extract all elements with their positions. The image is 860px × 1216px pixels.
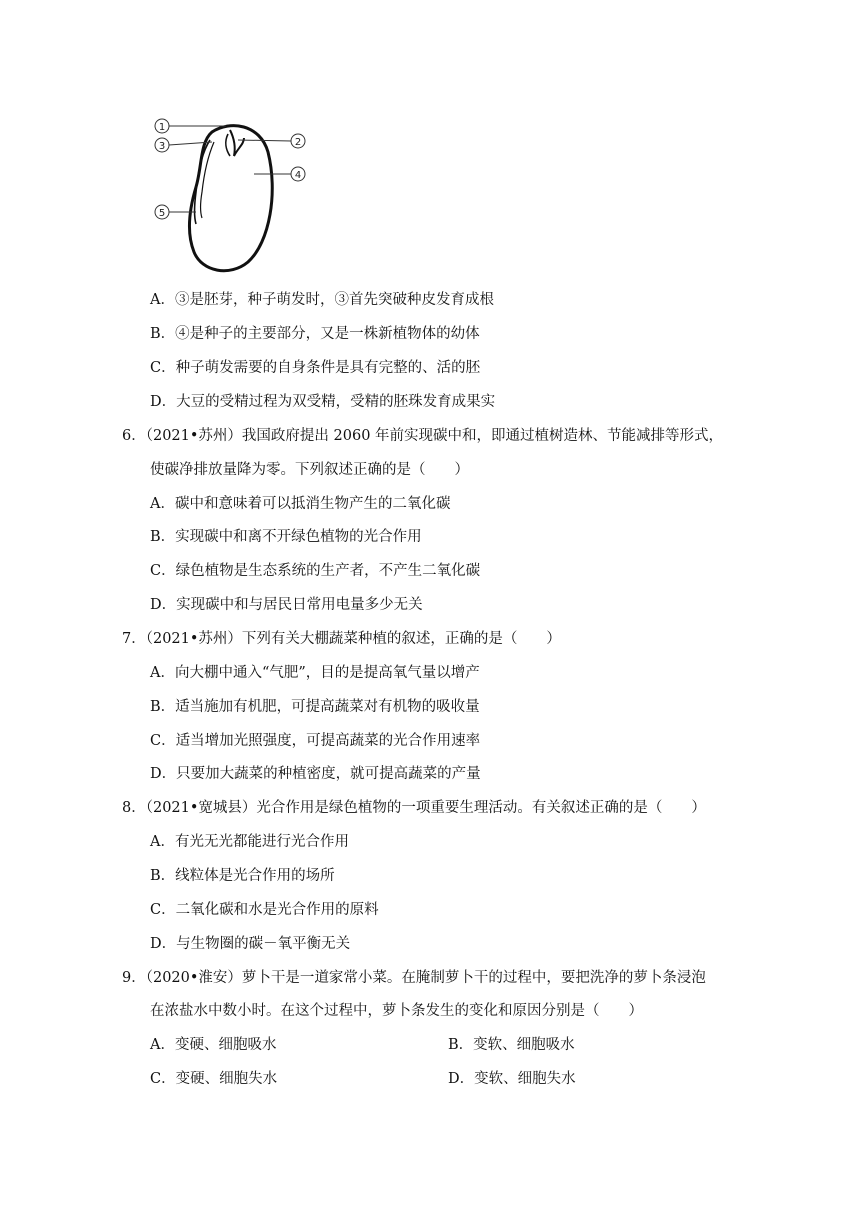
q8-option-d: D．与生物圈的碳－氧平衡无关 bbox=[150, 936, 351, 952]
bean-seed-diagram bbox=[150, 112, 320, 277]
q8-option-c: C．二氧化碳和水是光合作用的原料 bbox=[150, 902, 379, 918]
q9-stem-cont: 在浓盐水中数小时。在这个过程中，萝卜条发生的变化和原因分别是（ ） bbox=[150, 1003, 643, 1019]
q5-option-c: C．种子萌发需要的自身条件是具有完整的、活的胚 bbox=[150, 360, 481, 376]
q9-option-d: D．变软、细胞失水 bbox=[448, 1071, 576, 1087]
svg-text:2: 2 bbox=[294, 137, 302, 148]
q7-stem: 7．（2021•苏州）下列有关大棚蔬菜种植的叙述，正确的是（ ） bbox=[122, 631, 561, 647]
q6-option-b: B．实现碳中和离不开绿色植物的光合作用 bbox=[150, 529, 422, 545]
q8-stem: 8．（2021•宽城县）光合作用是绿色植物的一项重要生理活动。有关叙述正确的是（ ） bbox=[122, 800, 706, 816]
q5-option-b: B．④是种子的主要部分，又是一株新植物体的幼体 bbox=[150, 326, 480, 342]
svg-text:4: 4 bbox=[294, 170, 302, 181]
q7-option-c: C．适当增加光照强度，可提高蔬菜的光合作用速率 bbox=[150, 733, 481, 749]
svg-text:1: 1 bbox=[158, 122, 166, 133]
q8-option-b: B．线粒体是光合作用的场所 bbox=[150, 868, 335, 884]
q5-option-a: A．③是胚芽，种子萌发时，③首先突破种皮发育成根 bbox=[150, 292, 494, 308]
svg-text:5: 5 bbox=[158, 208, 166, 219]
q6-option-d: D．实现碳中和与居民日常用电量多少无关 bbox=[150, 597, 423, 613]
label-2 bbox=[238, 134, 305, 148]
q6-option-c: C．绿色植物是生态系统的生产者，不产生二氧化碳 bbox=[150, 563, 481, 579]
q6-stem-cont: 使碳净排放量降为零。下列叙述正确的是（ ） bbox=[150, 462, 469, 478]
q9-stem: 9．（2020•淮安）萝卜干是一道家常小菜。在腌制萝卜干的过程中，要把洗净的萝卜条浸泡 bbox=[122, 970, 706, 986]
q9-option-a: A．变硬、细胞吸水 bbox=[150, 1037, 277, 1053]
q6-stem: 6．（2021•苏州）我国政府提出 2060 年前实现碳中和，即通过植树造林、节能减排等形式， bbox=[122, 428, 724, 444]
q5-option-d: D．大豆的受精过程为双受精，受精的胚珠发育成果实 bbox=[150, 394, 496, 410]
label-4 bbox=[254, 167, 305, 181]
q7-option-b: B．适当施加有机肥，可提高蔬菜对有机物的吸收量 bbox=[150, 699, 480, 715]
q9-option-c: C．变硬、细胞失水 bbox=[150, 1071, 278, 1087]
svg-text:3: 3 bbox=[158, 141, 166, 152]
q7-option-d: D．只要加大蔬菜的种植密度，就可提高蔬菜的产量 bbox=[150, 766, 481, 782]
q7-option-a: A．向大棚中通入“气肥”，目的是提高氧气量以增产 bbox=[150, 665, 480, 681]
q8-option-a: A．有光无光都能进行光合作用 bbox=[150, 834, 349, 850]
q6-option-a: A．碳中和意味着可以抵消生物产生的二氧化碳 bbox=[150, 496, 451, 512]
q9-option-b: B．变软、细胞吸水 bbox=[448, 1037, 575, 1053]
